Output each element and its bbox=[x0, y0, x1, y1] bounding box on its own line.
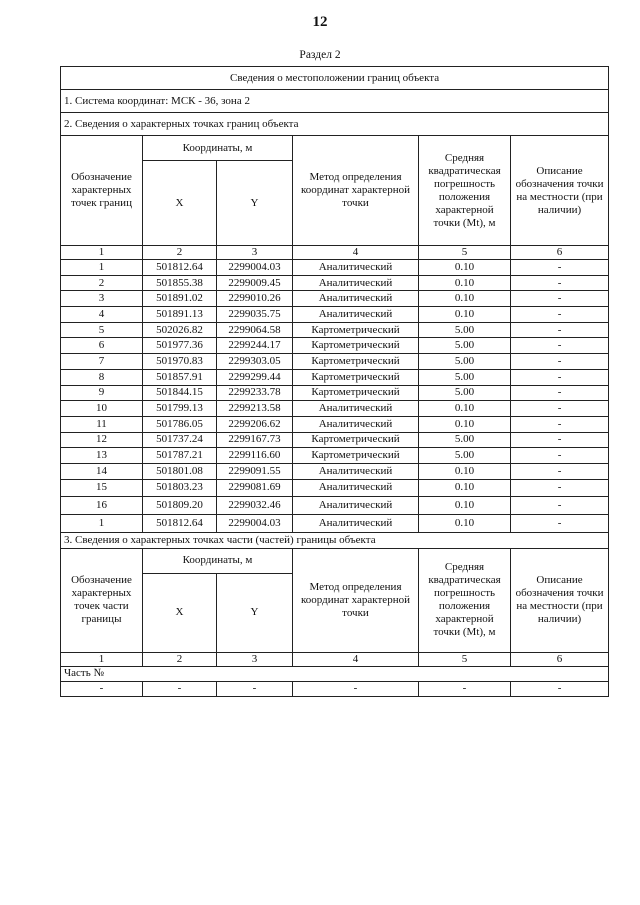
point-description: - bbox=[511, 448, 609, 464]
point-method: Картометрический bbox=[293, 354, 419, 370]
point-y: 2299233.78 bbox=[217, 385, 293, 401]
point-method: Аналитический bbox=[293, 401, 419, 417]
empty-part-row bbox=[61, 681, 609, 696]
table-row bbox=[61, 515, 609, 533]
point-number: 16 bbox=[61, 497, 143, 515]
point-mt: 0.10 bbox=[419, 260, 511, 276]
point-x: 501977.36 bbox=[143, 338, 217, 354]
header2-x: X bbox=[143, 573, 217, 652]
header2-designation: Обозначение характерных точек части границы bbox=[61, 548, 143, 652]
point-description: - bbox=[511, 479, 609, 497]
table-row bbox=[61, 307, 609, 323]
point-method: Аналитический bbox=[293, 416, 419, 432]
point-mt: 5.00 bbox=[419, 322, 511, 338]
point-mt: 0.10 bbox=[419, 515, 511, 533]
table-row bbox=[61, 354, 609, 370]
point-x: 501803.23 bbox=[143, 479, 217, 497]
header2-y: Y bbox=[217, 573, 293, 652]
point-y: 2299091.55 bbox=[217, 463, 293, 479]
point-y: 2299244.17 bbox=[217, 338, 293, 354]
point-x: 501891.13 bbox=[143, 307, 217, 323]
point-description: - bbox=[511, 515, 609, 533]
point-description: - bbox=[511, 275, 609, 291]
table-row bbox=[61, 385, 609, 401]
part-label: Часть № bbox=[61, 666, 609, 681]
column-number: 3 bbox=[217, 652, 293, 666]
table-row bbox=[61, 322, 609, 338]
point-x: 501737.24 bbox=[143, 432, 217, 448]
column-number: 2 bbox=[143, 246, 217, 260]
point-number: 1 bbox=[61, 515, 143, 533]
point-description: - bbox=[511, 401, 609, 417]
point-y: 2299303.05 bbox=[217, 354, 293, 370]
point-mt: 0.10 bbox=[419, 275, 511, 291]
table-row bbox=[61, 497, 609, 515]
point-y: 2299010.26 bbox=[217, 291, 293, 307]
point-method: Картометрический bbox=[293, 432, 419, 448]
point-description: - bbox=[511, 354, 609, 370]
table-row bbox=[61, 416, 609, 432]
header2-coordinates: Координаты, м bbox=[143, 548, 293, 573]
header-y: Y bbox=[217, 161, 293, 246]
point-y: 2299116.60 bbox=[217, 448, 293, 464]
table-row bbox=[61, 463, 609, 479]
point-x: 501857.91 bbox=[143, 369, 217, 385]
point-x: 501801.08 bbox=[143, 463, 217, 479]
empty-cell: - bbox=[217, 681, 293, 696]
point-number: 2 bbox=[61, 275, 143, 291]
point-description: - bbox=[511, 432, 609, 448]
section-label: Раздел 2 bbox=[299, 49, 341, 61]
column-number: 6 bbox=[511, 246, 609, 260]
column-number: 3 bbox=[217, 246, 293, 260]
point-method: Аналитический bbox=[293, 291, 419, 307]
point-x: 501812.64 bbox=[143, 515, 217, 533]
point-method: Аналитический bbox=[293, 515, 419, 533]
coord-system-row: 1. Система координат: МСК - 36, зона 2 bbox=[61, 90, 609, 113]
point-y: 2299035.75 bbox=[217, 307, 293, 323]
point-method: Аналитический bbox=[293, 275, 419, 291]
point-mt: 5.00 bbox=[419, 369, 511, 385]
point-number: 7 bbox=[61, 354, 143, 370]
header-coordinates: Координаты, м bbox=[143, 136, 293, 161]
header-method: Метод определения координат характерной точки bbox=[293, 136, 419, 246]
table-row bbox=[61, 291, 609, 307]
point-mt: 0.10 bbox=[419, 463, 511, 479]
section3-title: 3. Сведения о характерных точках части (частей) границы объекта bbox=[61, 532, 609, 548]
header2-description: Описание обозначения точки на местности (при наличии) bbox=[511, 548, 609, 652]
point-mt: 0.10 bbox=[419, 479, 511, 497]
point-mt: 0.10 bbox=[419, 401, 511, 417]
point-number: 4 bbox=[61, 307, 143, 323]
point-x: 501891.02 bbox=[143, 291, 217, 307]
header2-method: Метод определения координат характерной точки bbox=[293, 548, 419, 652]
point-description: - bbox=[511, 463, 609, 479]
table-row bbox=[61, 448, 609, 464]
point-x: 501812.64 bbox=[143, 260, 217, 276]
point-description: - bbox=[511, 307, 609, 323]
point-y: 2299064.58 bbox=[217, 322, 293, 338]
point-mt: 0.10 bbox=[419, 291, 511, 307]
point-x: 501970.83 bbox=[143, 354, 217, 370]
empty-cell: - bbox=[143, 681, 217, 696]
point-description: - bbox=[511, 369, 609, 385]
column-number: 4 bbox=[293, 652, 419, 666]
point-method: Картометрический bbox=[293, 338, 419, 354]
table-row bbox=[61, 260, 609, 276]
point-description: - bbox=[511, 260, 609, 276]
point-description: - bbox=[511, 497, 609, 515]
column-number: 5 bbox=[419, 652, 511, 666]
point-number: 10 bbox=[61, 401, 143, 417]
point-number: 6 bbox=[61, 338, 143, 354]
point-x: 502026.82 bbox=[143, 322, 217, 338]
point-y: 2299206.62 bbox=[217, 416, 293, 432]
point-x: 501844.15 bbox=[143, 385, 217, 401]
header-x: X bbox=[143, 161, 217, 246]
header2-mse: Средняя квадратическая погрешность положения характерной точки (Mt), м bbox=[419, 548, 511, 652]
column-number: 2 bbox=[143, 652, 217, 666]
column-number: 6 bbox=[511, 652, 609, 666]
table-row bbox=[61, 479, 609, 497]
point-method: Картометрический bbox=[293, 385, 419, 401]
point-x: 501809.20 bbox=[143, 497, 217, 515]
point-number: 12 bbox=[61, 432, 143, 448]
section2-title: 2. Сведения о характерных точках границ объекта bbox=[61, 113, 609, 136]
point-mt: 5.00 bbox=[419, 448, 511, 464]
page-number: 12 bbox=[312, 14, 328, 30]
point-number: 8 bbox=[61, 369, 143, 385]
point-x: 501787.21 bbox=[143, 448, 217, 464]
table-row bbox=[61, 275, 609, 291]
point-x: 501786.05 bbox=[143, 416, 217, 432]
column-numbers-row-2 bbox=[61, 652, 609, 666]
point-mt: 0.10 bbox=[419, 497, 511, 515]
point-number: 11 bbox=[61, 416, 143, 432]
point-y: 2299167.73 bbox=[217, 432, 293, 448]
point-method: Аналитический bbox=[293, 463, 419, 479]
point-y: 2299213.58 bbox=[217, 401, 293, 417]
point-description: - bbox=[511, 291, 609, 307]
point-x: 501799.13 bbox=[143, 401, 217, 417]
point-method: Картометрический bbox=[293, 322, 419, 338]
empty-cell: - bbox=[511, 681, 609, 696]
point-number: 5 bbox=[61, 322, 143, 338]
header-mse: Средняя квадратическая погрешность положения характерной точки (Mt), м bbox=[419, 136, 511, 246]
empty-cell: - bbox=[293, 681, 419, 696]
point-y: 2299009.45 bbox=[217, 275, 293, 291]
point-method: Аналитический bbox=[293, 307, 419, 323]
point-number: 1 bbox=[61, 260, 143, 276]
table-row bbox=[61, 401, 609, 417]
empty-cell: - bbox=[61, 681, 143, 696]
point-number: 14 bbox=[61, 463, 143, 479]
point-method: Аналитический bbox=[293, 479, 419, 497]
point-y: 2299299.44 bbox=[217, 369, 293, 385]
point-method: Картометрический bbox=[293, 448, 419, 464]
point-mt: 5.00 bbox=[419, 354, 511, 370]
point-method: Аналитический bbox=[293, 497, 419, 515]
point-mt: 0.10 bbox=[419, 307, 511, 323]
column-number: 5 bbox=[419, 246, 511, 260]
point-mt: 5.00 bbox=[419, 385, 511, 401]
points-body bbox=[61, 260, 609, 533]
header-designation: Обозначение характерных точек границ bbox=[61, 136, 143, 246]
table-row bbox=[61, 432, 609, 448]
column-numbers-row bbox=[61, 246, 609, 260]
point-number: 13 bbox=[61, 448, 143, 464]
point-mt: 0.10 bbox=[419, 416, 511, 432]
point-y: 2299004.03 bbox=[217, 515, 293, 533]
boundary-table bbox=[60, 66, 609, 697]
point-description: - bbox=[511, 385, 609, 401]
point-description: - bbox=[511, 322, 609, 338]
point-description: - bbox=[511, 338, 609, 354]
point-method: Картометрический bbox=[293, 369, 419, 385]
point-number: 9 bbox=[61, 385, 143, 401]
point-method: Аналитический bbox=[293, 260, 419, 276]
column-number: 4 bbox=[293, 246, 419, 260]
point-y: 2299004.03 bbox=[217, 260, 293, 276]
point-mt: 5.00 bbox=[419, 338, 511, 354]
document-title: Сведения о местоположении границ объекта bbox=[61, 67, 609, 90]
column-number: 1 bbox=[61, 652, 143, 666]
empty-cell: - bbox=[419, 681, 511, 696]
point-mt: 5.00 bbox=[419, 432, 511, 448]
point-number: 15 bbox=[61, 479, 143, 497]
column-number: 1 bbox=[61, 246, 143, 260]
table-row bbox=[61, 369, 609, 385]
point-number: 3 bbox=[61, 291, 143, 307]
table-row bbox=[61, 338, 609, 354]
point-y: 2299032.46 bbox=[217, 497, 293, 515]
header-description: Описание обозначения точки на местности (при наличии) bbox=[511, 136, 609, 246]
point-x: 501855.38 bbox=[143, 275, 217, 291]
point-description: - bbox=[511, 416, 609, 432]
point-y: 2299081.69 bbox=[217, 479, 293, 497]
